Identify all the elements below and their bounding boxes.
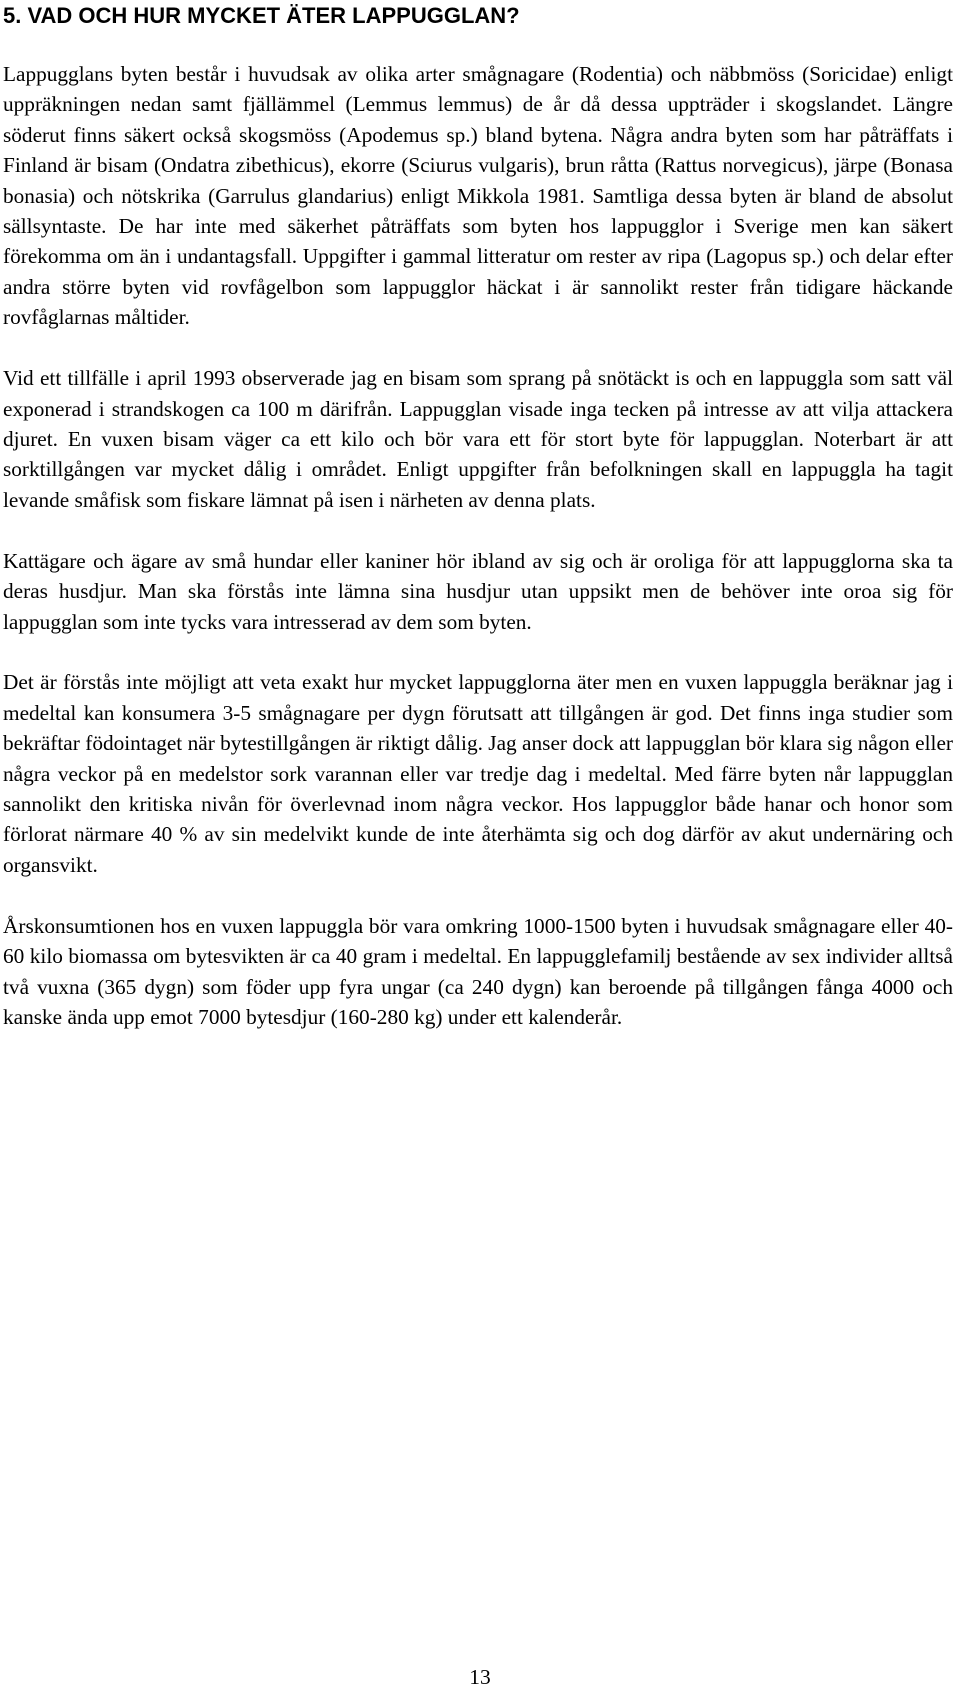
paragraph-muskrat-observation: Vid ett tillfälle i april 1993 observerade jag en bisam som sprang på snötäckt is och en lappuggla som satt väl exponerad i strandskogen ca 100 m därifrån. Lappugglan visade inga tecken på intresse av att vilja attackera djuret. En vuxen bisam väger ca ett kilo och bör vara ett för stort byte för lappugglan. Noterbart är att sorktillgången var mycket dålig i området. Enligt uppgifter från befolkningen skall en lappuggla ha tagit levande småfisk som fiskare lämnat på isen i närheten av denna plats. [3,366,953,512]
body-text [3,59,953,1063]
paragraph-consumption: Det är förstås inte möjligt att veta exakt hur mycket lappugglorna äter men en vuxen lappuggla beräknar jag i medeltal kan konsumera 3-5 smågnagare per dygn förutsatt att tillgången är god. Det finns inga studier som bekräftar födointaget när bytestillgången är riktigt dålig. Jag anser dock att lappugglan bör klara sig någon eller några veckor på en medelstor sork varannan eller var tredje dag i medeltal. Med färre byten når lappugglan sannolikt den kritiska nivån för överlevnad inom några veckor. Hos lappugglor både hanar och honor som förlorat närmare 40 % av sin medelvikt kunde de inte återhämta sig och dog därför av akut undernäring och organsvikt. [3,670,953,877]
paragraph-diet: Lappugglans byten består i huvudsak av olika arter smågnagare (Rodentia) och näbbmöss (Soricidae) enligt uppräkningen nedan samt fjällämmel (Lemmus lemmus) de år då dessa uppträder i skogslandet. Längre söderut finns säkert också skogsmöss (Apodemus sp.) bland bytena. Några andra byten som har påträffats i Finland är bisam (Ondatra zibethicus), ekorre (Sciurus vulgaris), brun råtta (Rattus norvegicus), järpe (Bonasa bonasia) och nötskrika (Garrulus glandarius) enligt Mikkola 1981. Samtliga dessa byten är bland de absolut sällsyntaste. De har inte med säkerhet påträffats som byten hos lappugglor i Sverige men kan säkert förekomma om än i undantagsfall. Uppgifter i gammal litteratur om rester av ripa (Lagopus sp.) och delar efter andra större byten vid rovfågelbon som lappugglor häckat i är sannolikt rester från tidigare häckande rovfåglarnas måltider. [3,62,953,330]
section-heading: 5. VAD OCH HUR MYCKET ÄTER LAPPUGGLAN? [3,3,520,28]
paragraph-annual-consumption: Årskonsumtionen hos en vuxen lappuggla bör vara omkring 1000-1500 byten i huvudsak smågnagare eller 40-60 kilo biomassa om bytesvikten är ca 40 gram i medeltal. En lappugglefamilj bestående av sex individer alltså två vuxna (365 dygn) som föder upp fyra ungar (ca 240 dygn) kan beroende på tillgången fånga 4000 och kanske ända upp emot 7000 bytesdjur (160-280 kg) under ett kalenderår. [3,913,953,1029]
page-number: 13 [469,1665,491,1689]
paragraph-pets: Kattägare och ägare av små hundar eller kaniner hör ibland av sig och är oroliga för att lappugglorna ska ta deras husdjur. Man ska förstås inte lämna sina husdjur utan uppsikt men de behöver inte oroa sig för lappugglan som inte tycks vara intresserad av dem som byten. [3,548,953,634]
